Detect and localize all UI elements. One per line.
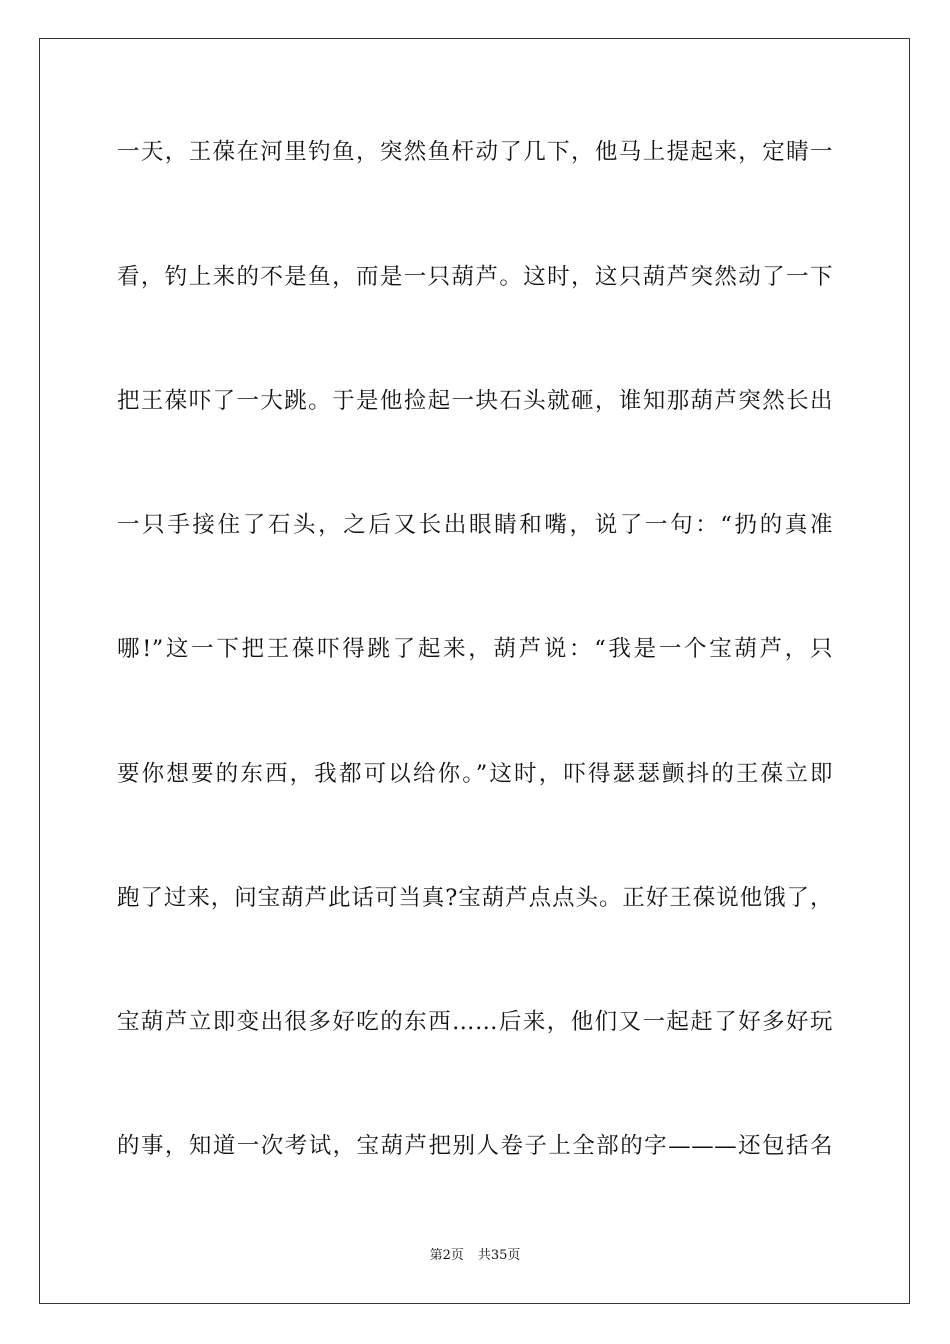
text-line: 看，钓上来的不是鱼，而是一只葫芦。这时，这只葫芦突然动了一下 <box>117 264 833 290</box>
page-number: 第2页 <box>429 1248 464 1263</box>
text-line: 要你想要的东西，我都可以给你。”这时，吓得瑟瑟颤抖的王葆立即 <box>117 761 833 787</box>
page-footer <box>0 1248 950 1264</box>
text-line: 一只手接住了石头，之后又长出眼睛和嘴，说了一句：“扔的真准 <box>117 512 833 538</box>
text-line: 跑了过来，问宝葫芦此话可当真?宝葫芦点点头。正好王葆说他饿了， <box>117 885 833 911</box>
text-line: 的事，知道一次考试，宝葫芦把别人卷子上全部的字———还包括名 <box>117 1133 833 1159</box>
page-frame <box>39 38 910 1304</box>
page-total: 共35页 <box>477 1248 521 1263</box>
text-line: 一天，王葆在河里钓鱼，突然鱼杆动了几下，他马上提起来，定睛一 <box>117 139 833 165</box>
text-line: 哪!”这一下把王葆吓得跳了起来，葫芦说：“我是一个宝葫芦，只 <box>117 636 833 662</box>
text-line: 宝葫芦立即变出很多好吃的东西……后来，他们又一起赶了好多好玩 <box>117 1009 833 1035</box>
text-line: 把王葆吓了一大跳。于是他捡起一块石头就砸，谁知那葫芦突然长出 <box>117 388 833 414</box>
